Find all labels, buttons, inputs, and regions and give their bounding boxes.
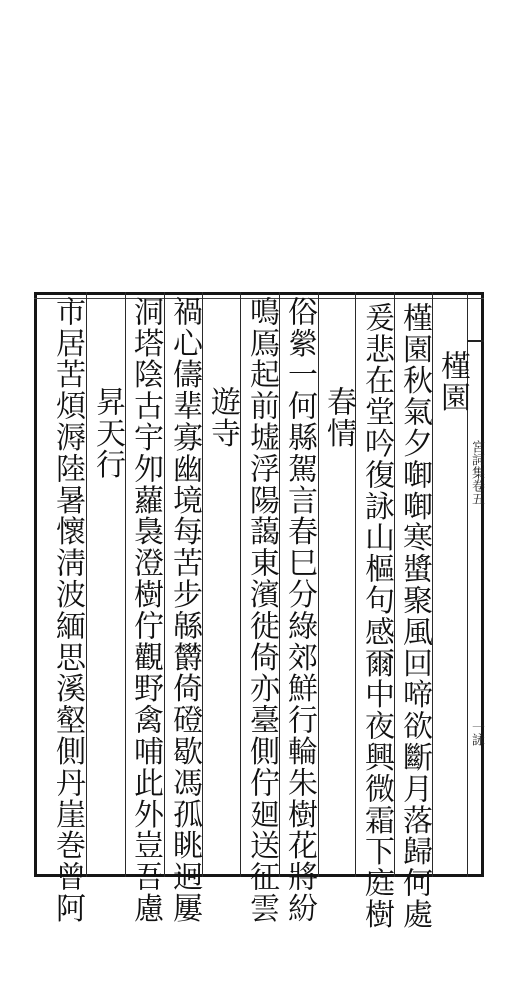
column-rule <box>318 292 319 877</box>
poem-line: 鳴鳫起前墟浮陽藹東濱徙倚亦臺側佇廻送征雲 <box>244 296 279 924</box>
column-rule <box>240 292 241 877</box>
fold-fishtail-mark <box>467 318 484 342</box>
fold-title: 宮詞集卷五 <box>469 440 484 505</box>
fold-page-number <box>469 720 483 746</box>
poem-line: 俗縈一何縣駕言春巳分綠郊鮮行輪朱樹花將紛 <box>282 296 317 924</box>
column-rule <box>394 292 395 877</box>
poem-line: 爰悲在堂吟復詠山樞句感爾中夜興微霜下庭樹 <box>359 302 394 930</box>
poem-title-chunqing: 春情 <box>321 386 356 449</box>
column-rule <box>202 292 203 877</box>
poem-line: 槿園秋氣夕啣啣寒螿聚風回啼欲斷月落歸何處 <box>397 302 432 930</box>
poem-line: 洞塔陰古宇夘蘿裊澄樹佇觀野禽哺此外豈吾慮 <box>128 296 163 924</box>
column-rule <box>125 292 126 877</box>
poem-title-jinyuan: 槿園 <box>435 350 470 413</box>
poem-title-shengtianxing: 昇天行 <box>90 386 125 481</box>
column-rule <box>164 292 165 877</box>
poem-line: 市居苦煩溽陸暑懷淸波緬思溪壑側丹崖巻曾阿 <box>50 296 85 924</box>
column-rule <box>86 292 87 877</box>
column-rule <box>279 292 280 877</box>
column-rule <box>355 292 356 877</box>
column-rule <box>432 292 433 877</box>
fold-page-digit: 一 <box>469 720 484 733</box>
poem-title-yousi: 遊寺 <box>205 386 240 449</box>
fold-page-extra: 詠 <box>469 733 484 746</box>
poem-line: 禍心儔辈寡幽境每苦步緜欝倚磴歇馮孤眺迥屢 <box>167 296 202 924</box>
